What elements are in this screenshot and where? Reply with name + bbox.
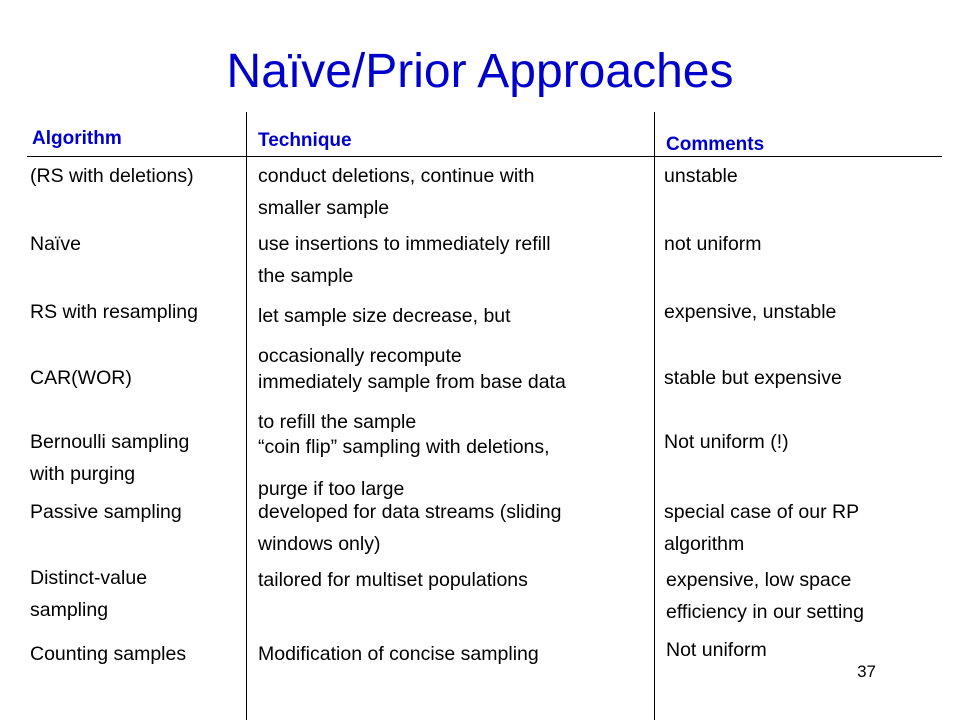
row-7-comments-line-1: expensive, low space xyxy=(666,569,852,591)
row-3-technique-line-2: occasionally recompute xyxy=(258,345,462,367)
row-1-technique-line-2: smaller sample xyxy=(258,197,390,219)
row-4-algorithm-line-1: CAR(WOR) xyxy=(30,367,132,389)
row-3-comments xyxy=(664,296,836,328)
row-8-algorithm-line-1: Counting samples xyxy=(30,643,187,665)
row-5-algorithm-line-2: with purging xyxy=(30,463,136,485)
row-8-technique-line-1: Modification of concise sampling xyxy=(258,643,539,665)
row-5-algorithm xyxy=(30,426,189,490)
row-4-comments xyxy=(664,362,842,394)
row-7-algorithm-line-1: Distinct-value xyxy=(30,567,148,589)
row-2-algorithm xyxy=(30,228,81,260)
row-3-comments-line-1: expensive, unstable xyxy=(664,301,837,323)
row-6-technique xyxy=(258,496,562,560)
row-1-algorithm xyxy=(30,160,194,192)
row-4-comments-line-1: stable but expensive xyxy=(664,367,842,389)
row-5-algorithm-line-1: Bernoulli sampling xyxy=(30,431,190,453)
row-5-comments-line-1: Not uniform (!) xyxy=(664,431,789,453)
row-1-comments-line-1: unstable xyxy=(664,165,738,187)
row-5-technique-line-2: purge if too large xyxy=(258,478,405,500)
row-3-algorithm xyxy=(30,296,198,328)
column-divider-left xyxy=(246,112,247,720)
row-1-technique-line-1: conduct deletions, continue with xyxy=(258,165,535,187)
row-5-comments xyxy=(664,426,789,458)
row-4-algorithm xyxy=(30,362,132,394)
row-6-comments xyxy=(664,496,859,560)
header-algorithm: Algorithm xyxy=(32,128,122,149)
row-2-algorithm-line-1: Naïve xyxy=(30,233,81,255)
row-8-comments-line-1: Not uniform xyxy=(666,639,767,661)
row-1-comments xyxy=(664,160,738,192)
row-6-technique-line-1: developed for data streams (sliding xyxy=(258,501,562,523)
row-6-comments-line-2: algorithm xyxy=(664,533,745,555)
row-5-technique-line-1: “coin flip” sampling with deletions, xyxy=(258,436,550,458)
row-7-algorithm-line-2: sampling xyxy=(30,599,109,621)
row-7-technique xyxy=(258,564,528,596)
header-technique: Technique xyxy=(258,130,352,151)
row-7-technique-line-1: tailored for multiset populations xyxy=(258,569,528,591)
row-4-technique-line-2: to refill the sample xyxy=(258,411,417,433)
row-6-comments-line-1: special case of our RP xyxy=(664,501,860,523)
row-8-technique xyxy=(258,638,539,670)
row-2-technique xyxy=(258,228,551,292)
row-1-technique xyxy=(258,160,534,224)
header-comments: Comments xyxy=(666,134,765,155)
row-6-technique-line-2: windows only) xyxy=(258,533,381,555)
column-divider-right xyxy=(654,112,655,720)
row-8-comments xyxy=(666,634,767,666)
row-6-algorithm-line-1: Passive sampling xyxy=(30,501,182,523)
header-rule xyxy=(27,156,942,157)
slide-title: Naïve/Prior Approaches xyxy=(226,45,734,98)
row-3-technique-line-1: let sample size decrease, but xyxy=(258,305,511,327)
row-4-technique-line-1: immediately sample from base data xyxy=(258,371,566,393)
page-number: 37 xyxy=(857,662,876,681)
row-2-comments-line-1: not uniform xyxy=(664,233,762,255)
row-2-technique-line-2: the sample xyxy=(258,265,354,287)
row-6-algorithm xyxy=(30,496,182,528)
row-7-algorithm xyxy=(30,562,147,626)
row-7-comments-line-2: efficiency in our setting xyxy=(666,601,864,623)
row-2-technique-line-1: use insertions to immediately refill xyxy=(258,233,551,255)
row-3-algorithm-line-1: RS with resampling xyxy=(30,301,198,323)
row-7-comments xyxy=(666,564,864,628)
row-1-algorithm-line-1: (RS with deletions) xyxy=(30,165,194,187)
row-2-comments xyxy=(664,228,762,260)
row-8-algorithm xyxy=(30,638,186,670)
